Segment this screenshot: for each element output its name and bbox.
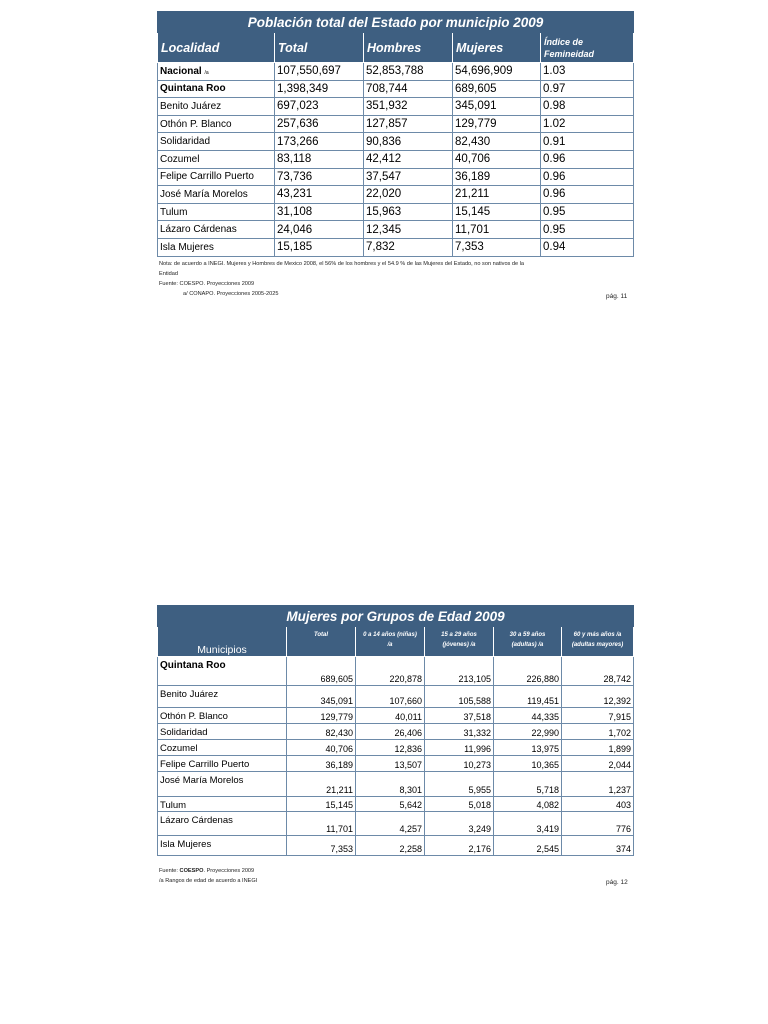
table-row: [158, 797, 634, 812]
cell-mujeres: 345,091: [453, 98, 541, 116]
cell-group-0-14: 8,301: [356, 772, 425, 797]
cell-hombres: 90,836: [364, 133, 453, 151]
cell-indice: 0.95: [541, 203, 634, 221]
header-municipios: Municipios: [158, 627, 287, 657]
row-name: [158, 63, 275, 81]
source-rest: . Proyecciones 2009: [203, 868, 255, 874]
header-group-30-59: [494, 627, 562, 657]
cell-hombres: 12,345: [364, 221, 453, 239]
cell-mujeres: 11,701: [453, 221, 541, 239]
cell-hombres: 15,963: [364, 203, 453, 221]
cell-total: 40,706: [287, 740, 356, 756]
source-label: Fuente:: [159, 868, 180, 874]
row-name: Cozumel: [158, 150, 275, 168]
source-line: [159, 866, 459, 876]
table-row: [158, 80, 634, 98]
cell-total: 345,091: [287, 686, 356, 708]
cell-group-30-59: 3,419: [494, 812, 562, 836]
table-row: [158, 686, 634, 708]
cell-group-15-29: 105,588: [425, 686, 494, 708]
cell-group-15-29: 10,273: [425, 756, 494, 772]
cell-total: 129,779: [287, 708, 356, 724]
row-name: Felipe Carrillo Puerto: [158, 756, 287, 772]
cell-group-0-14: 5,642: [356, 797, 425, 812]
row-name: Solidaridad: [158, 133, 275, 151]
cell-hombres: 52,853,788: [364, 63, 453, 81]
page-number: pág. 11: [606, 293, 628, 300]
cell-group-60-plus: 28,742: [562, 657, 634, 686]
table-row: [158, 812, 634, 836]
row-name: Isla Mujeres: [158, 238, 275, 256]
cell-indice: 0.91: [541, 133, 634, 151]
row-name: Quintana Roo: [158, 80, 275, 98]
cell-indice: 1.02: [541, 115, 634, 133]
table-row: [158, 115, 634, 133]
table-row: [158, 150, 634, 168]
cell-group-0-14: 12,836: [356, 740, 425, 756]
cell-group-30-59: 2,545: [494, 836, 562, 856]
cell-group-15-29: 11,996: [425, 740, 494, 756]
row-name: Felipe Carrillo Puerto: [158, 168, 275, 186]
table-row: [158, 98, 634, 116]
table-row: [158, 740, 634, 756]
cell-group-60-plus: 1,702: [562, 724, 634, 740]
cell-total: 15,145: [287, 797, 356, 812]
cell-indice: 0.95: [541, 221, 634, 239]
cell-indice: 0.97: [541, 80, 634, 98]
cell-mujeres: 129,779: [453, 115, 541, 133]
cell-group-60-plus: 7,915: [562, 708, 634, 724]
table-row: [158, 756, 634, 772]
cell-total: 43,231: [275, 186, 364, 204]
cell-mujeres: 15,145: [453, 203, 541, 221]
table-row: [158, 186, 634, 204]
cell-total: 21,211: [287, 772, 356, 797]
table-row: [158, 657, 634, 686]
footnote-marker: /a: [204, 69, 209, 76]
cell-group-0-14: 13,507: [356, 756, 425, 772]
header-line: (jóvenes) /a: [442, 642, 476, 648]
header-line: (adultas mayores): [571, 642, 624, 648]
cell-total: 1,398,349: [275, 80, 364, 98]
cell-group-60-plus: 776: [562, 812, 634, 836]
row-name-text: Nacional: [160, 65, 202, 77]
row-name: Solidaridad: [158, 724, 287, 740]
population-table: [157, 11, 634, 257]
cell-group-30-59: 10,365: [494, 756, 562, 772]
cell-total: 24,046: [275, 221, 364, 239]
header-localidad: Localidad: [158, 33, 275, 63]
cell-group-0-14: 107,660: [356, 686, 425, 708]
age-groups-table-wrapper: [157, 605, 633, 856]
cell-group-0-14: 2,258: [356, 836, 425, 856]
age-groups-table-title: Mujeres por Grupos de Edad 2009: [158, 606, 634, 627]
row-name: José María Morelos: [158, 186, 275, 204]
table-row: [158, 772, 634, 797]
header-line: /a: [387, 642, 393, 648]
cell-group-60-plus: 1,899: [562, 740, 634, 756]
table1-note: [159, 259, 639, 299]
cell-total: 173,266: [275, 133, 364, 151]
cell-group-30-59: 119,451: [494, 686, 562, 708]
cell-mujeres: 82,430: [453, 133, 541, 151]
cell-total: 11,701: [287, 812, 356, 836]
age-groups-table: [157, 605, 634, 856]
row-name: Cozumel: [158, 740, 287, 756]
cell-group-15-29: 213,105: [425, 657, 494, 686]
table-row: [158, 724, 634, 740]
note-line: Nota: de acuerdo a INEGI. Mujeres y Hombres de Mexico 2008, el 56% de los hombres y el 54.9 % de las Mujeres del Estado, no son nativos de la: [159, 261, 525, 267]
row-name: Lázaro Cárdenas: [158, 812, 287, 836]
cell-hombres: 127,857: [364, 115, 453, 133]
table-row: [158, 836, 634, 856]
header-hombres: Hombres: [364, 33, 453, 63]
cell-hombres: 37,547: [364, 168, 453, 186]
cell-group-15-29: 5,955: [425, 772, 494, 797]
table-row: [158, 133, 634, 151]
table-row: [158, 63, 634, 81]
cell-mujeres: 36,189: [453, 168, 541, 186]
header-total: Total: [287, 627, 356, 657]
cell-total: 697,023: [275, 98, 364, 116]
cell-indice: 0.96: [541, 186, 634, 204]
table-row: [158, 203, 634, 221]
cell-mujeres: 7,353: [453, 238, 541, 256]
cell-mujeres: 40,706: [453, 150, 541, 168]
cell-group-0-14: 220,878: [356, 657, 425, 686]
note-line: /a Rangos de edad de acuerdo a INEGI: [159, 878, 258, 884]
cell-hombres: 22,020: [364, 186, 453, 204]
header-line: 60 y más años /a: [573, 632, 622, 638]
table-row: [158, 168, 634, 186]
row-name: Othón P. Blanco: [158, 115, 275, 133]
cell-group-30-59: 4,082: [494, 797, 562, 812]
cell-total: 82,430: [287, 724, 356, 740]
cell-hombres: 708,744: [364, 80, 453, 98]
row-name: Tulum: [158, 203, 275, 221]
cell-group-15-29: 31,332: [425, 724, 494, 740]
cell-hombres: 351,932: [364, 98, 453, 116]
row-name: Othón P. Blanco: [158, 708, 287, 724]
cell-group-30-59: 22,990: [494, 724, 562, 740]
table-row: [158, 238, 634, 256]
cell-indice: 0.98: [541, 98, 634, 116]
cell-hombres: 7,832: [364, 238, 453, 256]
note-line: Entidad: [159, 271, 178, 277]
cell-group-60-plus: 403: [562, 797, 634, 812]
cell-group-60-plus: 2,044: [562, 756, 634, 772]
header-line: 0 a 14 años (niñas): [363, 632, 417, 638]
header-group-0-14: [356, 627, 425, 657]
cell-total: 73,736: [275, 168, 364, 186]
cell-total: 257,636: [275, 115, 364, 133]
header-line: 15 a 29 años: [441, 632, 477, 638]
cell-group-30-59: 13,975: [494, 740, 562, 756]
cell-group-0-14: 26,406: [356, 724, 425, 740]
row-name: José María Morelos: [158, 772, 287, 797]
cell-total: 36,189: [287, 756, 356, 772]
cell-group-15-29: 37,518: [425, 708, 494, 724]
row-name: Isla Mujeres: [158, 836, 287, 856]
cell-total: 7,353: [287, 836, 356, 856]
cell-group-30-59: 226,880: [494, 657, 562, 686]
row-name: Tulum: [158, 797, 287, 812]
header-mujeres: Mujeres: [453, 33, 541, 63]
table2-note: [159, 866, 459, 886]
cell-total: 15,185: [275, 238, 364, 256]
page-number: pág. 12: [606, 879, 628, 886]
source-bold: COESPO: [179, 868, 204, 874]
table-row: [158, 221, 634, 239]
cell-indice: 0.96: [541, 168, 634, 186]
cell-total: 689,605: [287, 657, 356, 686]
header-indice-femineidad: Índice de Femineidad: [541, 33, 634, 63]
cell-total: 107,550,697: [275, 63, 364, 81]
header-group-15-29: [425, 627, 494, 657]
cell-group-15-29: 2,176: [425, 836, 494, 856]
header-group-60-plus: [562, 627, 634, 657]
cell-mujeres: 689,605: [453, 80, 541, 98]
cell-group-15-29: 3,249: [425, 812, 494, 836]
table-row: [158, 708, 634, 724]
cell-group-0-14: 4,257: [356, 812, 425, 836]
cell-group-30-59: 5,718: [494, 772, 562, 797]
cell-group-60-plus: 12,392: [562, 686, 634, 708]
source-line: Fuente: COESPO. Proyecciones 2009: [159, 281, 255, 287]
row-name: Benito Juárez: [158, 98, 275, 116]
row-name: Lázaro Cárdenas: [158, 221, 275, 239]
header-total: Total: [275, 33, 364, 63]
source-line: a/ CONAPO. Proyecciones 2005-2025: [183, 291, 279, 297]
population-table-wrapper: [157, 11, 633, 257]
cell-group-15-29: 5,018: [425, 797, 494, 812]
cell-indice: 0.94: [541, 238, 634, 256]
cell-mujeres: 54,696,909: [453, 63, 541, 81]
header-line: (adultas) /a: [511, 642, 544, 648]
population-table-title: Población total del Estado por municipio 2009: [158, 12, 634, 33]
header-line: 30 a 59 años: [509, 632, 546, 638]
cell-indice: 1.03: [541, 63, 634, 81]
row-name: Quintana Roo: [158, 657, 287, 686]
row-name: Benito Juárez: [158, 686, 287, 708]
cell-total: 83,118: [275, 150, 364, 168]
cell-mujeres: 21,211: [453, 186, 541, 204]
cell-hombres: 42,412: [364, 150, 453, 168]
cell-total: 31,108: [275, 203, 364, 221]
cell-group-60-plus: 1,237: [562, 772, 634, 797]
cell-group-0-14: 40,011: [356, 708, 425, 724]
cell-group-60-plus: 374: [562, 836, 634, 856]
cell-group-30-59: 44,335: [494, 708, 562, 724]
cell-indice: 0.96: [541, 150, 634, 168]
